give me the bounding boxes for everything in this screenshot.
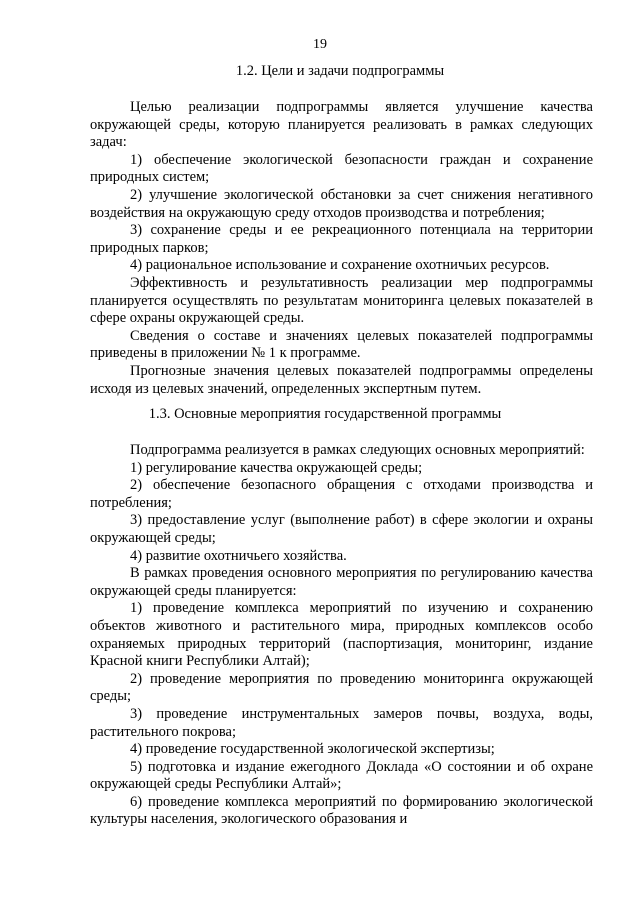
section-heading-activities: 1.3. Основные мероприятия государственной программы bbox=[148, 406, 502, 422]
list-item: 3) сохранение среды и ее рекреационного потенциала на территории природных парков; bbox=[90, 222, 593, 256]
section-heading-goals: 1.2. Цели и задачи подпрограммы bbox=[235, 63, 445, 79]
list-item: 4) развитие охотничьего хозяйства. bbox=[130, 547, 347, 564]
paragraph: Эффективность и результативность реализации мер подпрограммы планируется осуществлять по результатам мониторинга целевых показателей в сфере охраны окружающей среды. bbox=[90, 274, 593, 327]
list-item: 5) подготовка и издание ежегодного Доклада «О состоянии и об охране окружающей среды Республики Алтай»; bbox=[90, 758, 593, 793]
list-item: 1) регулирование качества окружающей среды; bbox=[130, 459, 423, 476]
list-item: 3) проведение инструментальных замеров почвы, воздуха, воды, растительного покрова; bbox=[90, 705, 593, 740]
list-item: 4) рациональное использование и сохранение охотничьих ресурсов. bbox=[130, 257, 550, 274]
section-activities-body bbox=[90, 442, 593, 829]
list-item: 2) обеспечение безопасного обращения с отходами производства и потребления; bbox=[90, 477, 593, 511]
paragraph: Подпрограмма реализуется в рамках следующих основных мероприятий: bbox=[130, 442, 585, 458]
list-item: 4) проведение государственной экологической экспертизы; bbox=[130, 741, 495, 758]
list-item: 6) проведение комплекса мероприятий по формированию экологической культуры населения, экологического образования и bbox=[90, 793, 593, 828]
list-item: 2) проведение мероприятия по проведению мониторинга окружающей среды; bbox=[90, 670, 593, 705]
paragraph: Целью реализации подпрограммы является улучшение качества окружающей среды, которую планируется реализовать в рамках следующих задач: bbox=[90, 99, 593, 151]
page-number: 19 bbox=[313, 37, 327, 52]
section-goals-body bbox=[90, 99, 593, 398]
paragraph: Сведения о составе и значениях целевых показателей подпрограммы приведены в приложении № 1 к программе. bbox=[90, 327, 593, 362]
list-item: 1) проведение комплекса мероприятий по изучению и сохранению объектов животного и растительного мира, природных комплексов особо охраняемых природных территорий (паспортизация, мониторинг, издание Красной книги Республики Алтай); bbox=[90, 600, 593, 670]
paragraph: Прогнозные значения целевых показателей подпрограммы определены исходя из целевых значений, определенных экспертным путем. bbox=[90, 362, 593, 397]
list-item: 2) улучшение экологической обстановки за счет снижения негативного воздействия на окружающую среду отходов производства и потребления; bbox=[90, 186, 593, 221]
paragraph: В рамках проведения основного мероприятия по регулированию качества окружающей среды планируется: bbox=[90, 565, 593, 599]
list-item: 3) предоставление услуг (выполнение работ) в сфере экологии и охраны окружающей среды; bbox=[90, 512, 593, 546]
list-item: 1) обеспечение экологической безопасности граждан и сохранение природных систем; bbox=[90, 151, 593, 186]
